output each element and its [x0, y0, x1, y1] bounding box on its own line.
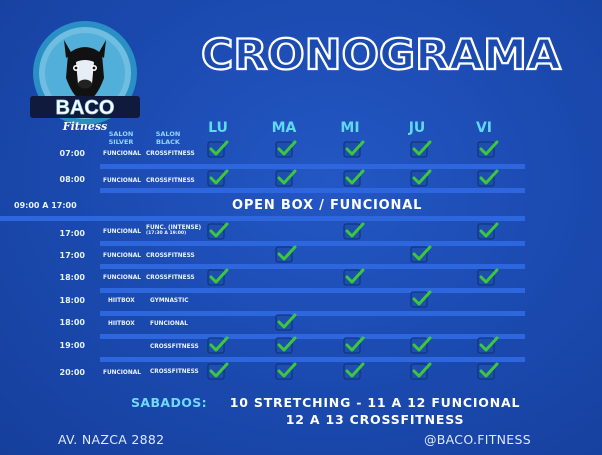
row-divider — [100, 264, 525, 269]
address: AV. NAZCA 2882 — [58, 432, 165, 447]
check-icon — [410, 245, 432, 263]
row-divider — [100, 188, 525, 193]
check-icon — [207, 362, 229, 380]
check-icon — [410, 169, 432, 187]
silver-activity: FUNCIONAL — [103, 229, 141, 235]
check-icon — [477, 336, 499, 354]
instagram-handle: @BACO.FITNESS — [424, 432, 531, 447]
time-label: 17:00 — [59, 229, 85, 238]
black-activity: CROSSFITNESS — [146, 275, 195, 281]
day-header-lu: LU — [208, 120, 228, 136]
black-activity: CROSSFITNESS — [146, 253, 195, 259]
check-icon — [410, 336, 432, 354]
day-header-ma: MA — [271, 120, 297, 136]
check-icon — [410, 140, 432, 158]
check-icon — [343, 268, 365, 286]
saturday-label: SABADOS: — [131, 395, 208, 410]
check-icon — [477, 140, 499, 158]
time-label: 18:00 — [59, 273, 85, 282]
check-icon — [477, 268, 499, 286]
black-activity: FUNCIONAL — [150, 321, 188, 327]
silver-activity: FUNCIONAL — [103, 253, 141, 259]
row-divider — [100, 357, 525, 362]
silver-activity: HIITBOX — [108, 321, 135, 327]
check-icon — [207, 268, 229, 286]
black-activity: FUNC. (INTENSE) (17:30 A 19:00) — [146, 225, 202, 236]
check-icon — [410, 362, 432, 380]
time-label: 09:00 A 17:00 — [14, 201, 77, 210]
row-divider — [100, 241, 525, 246]
check-icon — [410, 290, 432, 308]
page-title — [196, 22, 566, 82]
row-divider — [100, 288, 525, 293]
salon-silver-header: SALON SILVER — [108, 130, 134, 146]
time-label: 19:00 — [59, 341, 85, 350]
day-header-ju: JU — [408, 120, 426, 136]
day-header-vi: VI — [475, 120, 493, 136]
check-icon — [343, 222, 365, 240]
silver-activity: FUNCIONAL — [103, 178, 141, 184]
check-icon — [477, 362, 499, 380]
check-icon — [275, 245, 297, 263]
black-activity: CROSSFITNESS — [150, 369, 199, 375]
time-label: 17:00 — [59, 251, 85, 260]
check-icon — [207, 169, 229, 187]
silver-activity: FUNCIONAL — [103, 370, 141, 376]
black-activity: CROSSFITNESS — [146, 178, 195, 184]
check-icon — [275, 336, 297, 354]
row-divider — [100, 311, 525, 316]
check-icon — [477, 222, 499, 240]
check-icon — [477, 169, 499, 187]
check-icon — [207, 140, 229, 158]
black-activity: CROSSFITNESS — [146, 151, 195, 157]
time-label: 07:00 — [59, 149, 85, 158]
silver-activity: HIITBOX — [108, 298, 135, 304]
time-label: 08:00 — [59, 175, 85, 184]
time-label: 20:00 — [59, 368, 85, 377]
black-activity: CROSSFITNESS — [150, 344, 199, 350]
time-label: 18:00 — [59, 296, 85, 305]
check-icon — [343, 140, 365, 158]
row-divider — [0, 216, 525, 221]
svg-text:CRONOGRAMA: CRONOGRAMA — [201, 30, 562, 79]
check-icon — [275, 169, 297, 187]
check-icon — [275, 313, 297, 331]
saturday-line-1: 10 STRETCHING - 11 A 12 FUNCIONAL — [229, 395, 521, 410]
check-icon — [343, 336, 365, 354]
saturday-line-2: 12 A 13 CROSSFITNESS — [285, 412, 465, 427]
check-icon — [207, 336, 229, 354]
baco-fitness-logo — [26, 18, 144, 136]
day-header-mi: MI — [340, 120, 360, 136]
row-divider — [100, 334, 525, 339]
row-divider — [100, 164, 525, 169]
check-icon — [275, 362, 297, 380]
check-icon — [207, 222, 229, 240]
open-box-banner: OPEN BOX / FUNCIONAL — [232, 198, 423, 213]
check-icon — [343, 362, 365, 380]
saturday-schedule — [225, 394, 525, 428]
silver-activity: FUNCIONAL — [103, 151, 141, 157]
brand-tagline: Fitness — [62, 120, 108, 133]
brand-name: BACO — [55, 97, 115, 119]
silver-activity: FUNCIONAL — [103, 275, 141, 281]
check-icon — [343, 169, 365, 187]
check-icon — [275, 140, 297, 158]
salon-black-header: SALON BLACK — [155, 130, 181, 146]
time-label: 18:00 — [59, 318, 85, 327]
black-activity: GYMNASTIC — [150, 298, 189, 304]
